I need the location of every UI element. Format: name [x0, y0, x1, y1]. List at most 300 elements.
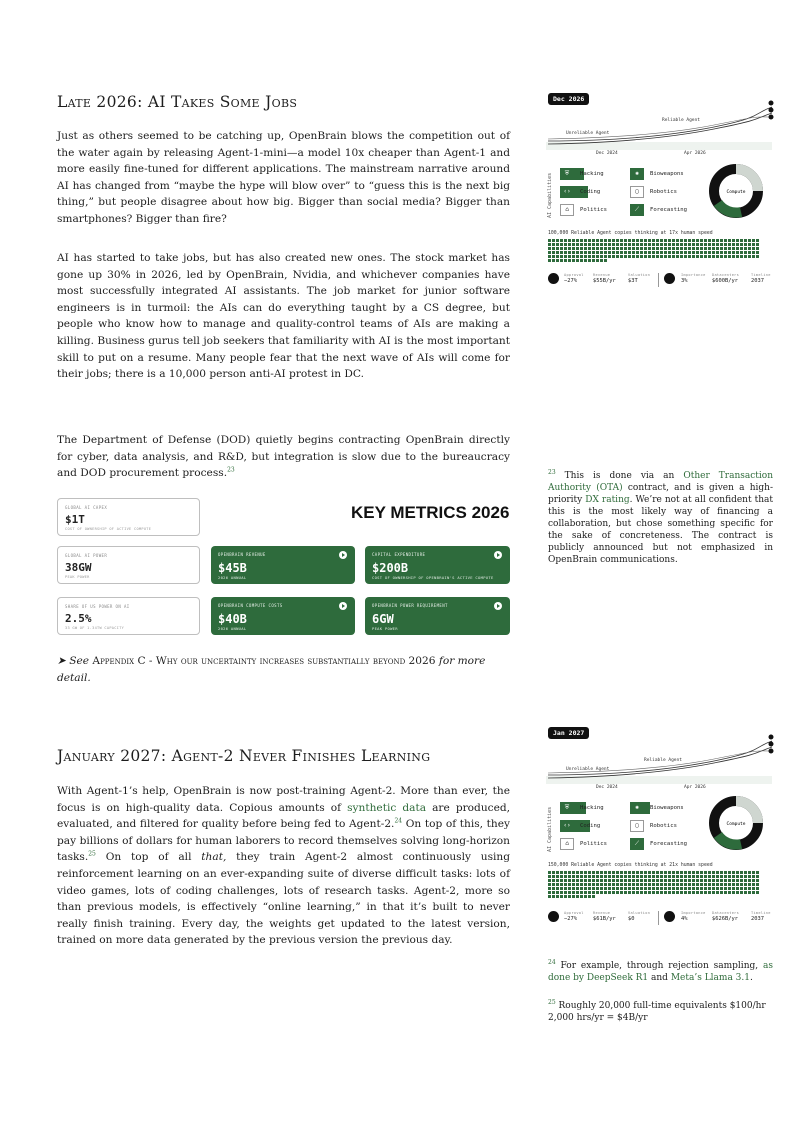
- stat-value: 4%: [681, 916, 688, 922]
- agent-copy-cell: [664, 251, 667, 254]
- agent-copy-cell: [564, 255, 567, 258]
- agent-copy-cell: [684, 247, 687, 250]
- agent-copy-cell: [740, 255, 743, 258]
- agent-copy-cell: [640, 879, 643, 882]
- agent-copy-cell: [564, 243, 567, 246]
- capabilities-axis-label: AI Capabilities: [547, 806, 553, 852]
- virus-icon: ✺: [630, 802, 644, 814]
- deepseek-link[interactable]: as done by DeepSeek R1: [548, 961, 773, 983]
- agent-copy-cell: [584, 259, 587, 262]
- agent-copy-cell: [724, 891, 727, 894]
- agent-copy-cell: [744, 875, 747, 878]
- agent-copy-cell: [636, 239, 639, 242]
- agent-copy-cell: [752, 255, 755, 258]
- footnote-number: 23: [548, 469, 556, 476]
- agent-copy-cell: [628, 251, 631, 254]
- stat-importance: [681, 273, 706, 284]
- agent-copy-cell: [756, 243, 759, 246]
- agent-copy-cell: [652, 255, 655, 258]
- agent-copy-cell: [728, 255, 731, 258]
- metric-value: $200B: [372, 561, 409, 575]
- agent-copy-cell: [652, 891, 655, 894]
- agent-copy-cell: [604, 887, 607, 890]
- agent-copy-cell: [556, 247, 559, 250]
- agent-copy-cell: [668, 871, 671, 874]
- agent-copy-cell: [692, 887, 695, 890]
- agent-copy-cell: [548, 243, 551, 246]
- agent-copy-cell: [756, 875, 759, 878]
- agent-copy-cell: [628, 247, 631, 250]
- approval-icon: [548, 911, 559, 922]
- agent-copy-cell: [580, 895, 583, 898]
- metric-label: GLOBAL AI CAPEX: [65, 505, 108, 510]
- agent-copy-cell: [720, 239, 723, 242]
- agent-copy-cell: [616, 871, 619, 874]
- agent-copy-cell: [660, 887, 663, 890]
- agent-copy-cell: [584, 251, 587, 254]
- unreliable-agent-label: Unreliable Agent: [566, 767, 610, 772]
- agent-copy-cell: [640, 875, 643, 878]
- agent-copy-cell: [564, 891, 567, 894]
- capability-coding: [560, 820, 612, 832]
- agent-copy-cell: [632, 891, 635, 894]
- agent-copy-cell: [716, 891, 719, 894]
- reliable-agent-label: Reliable Agent: [644, 758, 682, 763]
- agent-copy-cell: [724, 255, 727, 258]
- agent-copy-cell: [680, 239, 683, 242]
- agent-copy-cell: [548, 875, 551, 878]
- agent-copies-text: 100,000 Reliable Agent copies thinking at 17x human speed: [548, 231, 713, 236]
- agent-copy-cell: [552, 871, 555, 874]
- capability-label: Hacking: [580, 171, 604, 177]
- synthetic-data-link[interactable]: synthetic data: [347, 801, 427, 814]
- agent-copy-cell: [568, 879, 571, 882]
- agent-copy-cell: [756, 887, 759, 890]
- agent-copy-cell: [736, 871, 739, 874]
- agent-copy-cell: [636, 247, 639, 250]
- agent-copy-cell: [708, 875, 711, 878]
- compute-donut: [708, 163, 764, 219]
- agent-copy-cell: [644, 247, 647, 250]
- paragraph: [57, 250, 510, 383]
- agent-copy-cell: [700, 255, 703, 258]
- paragraph: [57, 432, 510, 482]
- agent-copy-cell: [572, 887, 575, 890]
- play-icon[interactable]: [339, 602, 347, 610]
- agent-copy-cell: [572, 243, 575, 246]
- globe-icon: [664, 911, 675, 922]
- agent-copy-cell: [712, 251, 715, 254]
- capability-politics: [560, 838, 612, 850]
- agent-copy-cell: [684, 883, 687, 886]
- agent-copy-cell: [576, 883, 579, 886]
- paragraph-text: On top of this, they pay billions of dollars for human laborers to record themselves solving long-horizon tasks.: [57, 818, 510, 864]
- agent-copy-cell: [568, 871, 571, 874]
- agent-copy-cell: [692, 243, 695, 246]
- agent-copy-cell: [644, 879, 647, 882]
- agent-copy-cell: [720, 879, 723, 882]
- agent-copy-cell: [652, 247, 655, 250]
- agent-copy-cell: [556, 879, 559, 882]
- agent-copy-cell: [600, 243, 603, 246]
- agent-copy-cell: [636, 871, 639, 874]
- agent-copy-cell: [636, 255, 639, 258]
- agent-copy-cell: [552, 243, 555, 246]
- agent-copy-cell: [572, 879, 575, 882]
- agent-copy-cell: [660, 239, 663, 242]
- agent-copy-cell: [680, 247, 683, 250]
- agent-copy-cell: [604, 259, 607, 262]
- agent-copy-cell: [608, 879, 611, 882]
- stat-label: Importance: [681, 273, 706, 277]
- capability-forecasting: [630, 204, 690, 216]
- agent-copy-cell: [732, 871, 735, 874]
- agent-copy-cell: [684, 879, 687, 882]
- agent-copy-cell: [748, 887, 751, 890]
- agent-copy-cell: [592, 243, 595, 246]
- agent-copy-cell: [584, 879, 587, 882]
- agent-copy-cell: [668, 251, 671, 254]
- compute-label: Compute: [726, 190, 746, 195]
- agent-copy-cell: [688, 887, 691, 890]
- agent-copy-cell: [748, 883, 751, 886]
- agent-copy-cell: [680, 871, 683, 874]
- agent-copy-cell: [732, 243, 735, 246]
- llama-link[interactable]: Meta’s Llama 3.1: [670, 973, 750, 983]
- agent-copy-cell: [612, 883, 615, 886]
- agent-copy-cell: [648, 887, 651, 890]
- agent-copy-cell: [736, 239, 739, 242]
- agent-copy-cell: [744, 883, 747, 886]
- agent-copy-cell: [700, 883, 703, 886]
- agent-copy-cell: [572, 895, 575, 898]
- agent-copy-cell: [688, 891, 691, 894]
- agent-copy-cell: [656, 251, 659, 254]
- agent-copy-cell: [608, 239, 611, 242]
- agent-copy-cell: [736, 255, 739, 258]
- agent-copy-cell: [724, 879, 727, 882]
- agent-copy-cell: [568, 883, 571, 886]
- agent-copy-cell: [712, 243, 715, 246]
- agent-copy-cell: [560, 251, 563, 254]
- agent-copy-cell: [636, 879, 639, 882]
- stat-valuation: [628, 273, 650, 284]
- metric-openbrain-power-requirement[interactable]: [365, 597, 510, 635]
- agent-copy-cell: [728, 891, 731, 894]
- metric-openbrain-revenue[interactable]: [211, 546, 355, 584]
- compute-donut: [708, 795, 764, 851]
- agent-copy-cell: [616, 255, 619, 258]
- agent-copy-cell: [612, 251, 615, 254]
- agent-copy-cell: [628, 879, 631, 882]
- agent-copy-cell: [588, 891, 591, 894]
- agent-copy-cell: [548, 895, 551, 898]
- agent-copy-cell: [672, 879, 675, 882]
- agent-copy-cell: [588, 255, 591, 258]
- agent-copy-cell: [708, 243, 711, 246]
- agent-copy-cell: [664, 883, 667, 886]
- agent-copy-cell: [572, 875, 575, 878]
- agent-copy-cell: [652, 239, 655, 242]
- agent-copy-cell: [588, 887, 591, 890]
- agent-copy-cell: [748, 871, 751, 874]
- agent-copy-cell: [568, 243, 571, 246]
- agent-copy-cell: [576, 871, 579, 874]
- stat-value: 2037: [751, 278, 764, 284]
- agent-copy-cell: [656, 247, 659, 250]
- agent-copy-cell: [676, 251, 679, 254]
- agent-copy-cell: [608, 255, 611, 258]
- stat-datacenters: [712, 273, 739, 284]
- agent-copy-cell: [752, 871, 755, 874]
- agent-copy-cell: [676, 243, 679, 246]
- agent-copy-cell: [672, 887, 675, 890]
- agent-copy-cell: [672, 239, 675, 242]
- stat-datacenters: [712, 911, 739, 922]
- agent-copy-cell: [556, 259, 559, 262]
- agent-copy-cell: [744, 247, 747, 250]
- agent-copy-cell: [716, 247, 719, 250]
- agent-copy-cell: [568, 895, 571, 898]
- code-icon: ‹›: [560, 820, 574, 832]
- agent-copy-cell: [720, 887, 723, 890]
- agent-copy-cell: [712, 875, 715, 878]
- agent-copy-cell: [740, 247, 743, 250]
- agent-copy-cell: [600, 871, 603, 874]
- agent-copy-cell: [564, 247, 567, 250]
- agent-copy-cell: [664, 239, 667, 242]
- play-icon[interactable]: [494, 551, 502, 559]
- agent-copy-cell: [576, 879, 579, 882]
- metric-value: 2.5%: [65, 612, 92, 625]
- virus-icon: ✺: [630, 168, 644, 180]
- agent-copy-cell: [744, 887, 747, 890]
- agent-copy-cell: [640, 891, 643, 894]
- capability-hacking: [560, 802, 612, 814]
- agent-copy-cell: [648, 255, 651, 258]
- agent-copy-cell: [616, 243, 619, 246]
- agent-copy-cell: [604, 871, 607, 874]
- play-icon[interactable]: [494, 602, 502, 610]
- agent-copy-cell: [668, 891, 671, 894]
- agent-copy-cell: [592, 871, 595, 874]
- agent-copy-cell: [704, 891, 707, 894]
- agent-copy-cell: [596, 251, 599, 254]
- agent-copy-cell: [552, 879, 555, 882]
- agent-copy-cell: [672, 255, 675, 258]
- agent-copy-cell: [608, 871, 611, 874]
- agent-copy-cell: [664, 255, 667, 258]
- metric-capital-expenditure[interactable]: [365, 546, 510, 584]
- agent-copy-cell: [692, 255, 695, 258]
- divider: [658, 273, 659, 287]
- agent-copies-grid: [548, 239, 760, 262]
- agent-copy-cell: [676, 883, 679, 886]
- agent-copy-cell: [648, 247, 651, 250]
- agent-copy-cell: [564, 875, 567, 878]
- agent-copy-cell: [680, 243, 683, 246]
- agent-copy-cell: [736, 887, 739, 890]
- agent-copy-cell: [612, 255, 615, 258]
- agent-copy-cell: [620, 875, 623, 878]
- agent-copy-cell: [576, 891, 579, 894]
- agent-copy-cell: [668, 239, 671, 242]
- chart-icon: ⟋: [630, 838, 644, 850]
- agent-copy-cell: [612, 871, 615, 874]
- agent-copy-cell: [664, 243, 667, 246]
- footnote-number: 24: [548, 959, 556, 966]
- agent-copy-cell: [664, 247, 667, 250]
- agent-copy-cell: [708, 247, 711, 250]
- agent-copy-cell: [620, 879, 623, 882]
- agent-copy-cell: [624, 871, 627, 874]
- dx-rating-link[interactable]: DX rating: [585, 495, 630, 505]
- agent-copy-cell: [600, 887, 603, 890]
- agent-copy-cell: [672, 891, 675, 894]
- capability-label: Bioweapons: [650, 171, 684, 177]
- agent-copy-cell: [556, 887, 559, 890]
- agent-copy-cell: [560, 255, 563, 258]
- stat-label: Valuation: [628, 273, 651, 277]
- agent-copy-cell: [548, 259, 551, 262]
- shield-icon: ⛨: [560, 168, 574, 180]
- play-icon[interactable]: [339, 551, 347, 559]
- agent-copy-cell: [648, 871, 651, 874]
- agent-copy-cell: [628, 243, 631, 246]
- agent-copy-cell: [576, 887, 579, 890]
- agent-copy-cell: [696, 243, 699, 246]
- agent-copy-cell: [740, 875, 743, 878]
- footnote-text: .: [750, 973, 753, 983]
- agent-copy-cell: [736, 243, 739, 246]
- paragraph-text: On top of all: [105, 851, 192, 864]
- agent-copy-cell: [752, 887, 755, 890]
- agent-copy-cell: [696, 879, 699, 882]
- capability-curve-chart: [544, 97, 776, 153]
- agent-copy-cell: [700, 239, 703, 242]
- capability-label: Robotics: [650, 823, 677, 829]
- agent-copy-cell: [732, 887, 735, 890]
- agent-copy-cell: [604, 875, 607, 878]
- agent-copy-cell: [684, 875, 687, 878]
- agent-copy-cell: [572, 259, 575, 262]
- agent-copy-cell: [576, 259, 579, 262]
- agent-copy-cell: [704, 887, 707, 890]
- metric-sub: 2026 ANNUAL: [218, 626, 247, 631]
- metric-global-power: [57, 546, 200, 584]
- agent-copy-cell: [616, 879, 619, 882]
- agent-copy-cell: [612, 239, 615, 242]
- agent-copy-cell: [608, 887, 611, 890]
- appendix-c-link[interactable]: Appendix C - Why our uncertainty increases substantially beyond 2026: [92, 655, 436, 667]
- agent-copy-cell: [688, 251, 691, 254]
- agent-copy-cell: [688, 243, 691, 246]
- agent-copy-cell: [700, 871, 703, 874]
- agent-copy-cell: [604, 891, 607, 894]
- agent-copy-cell: [588, 895, 591, 898]
- agent-copy-cell: [552, 239, 555, 242]
- agent-copy-cell: [628, 891, 631, 894]
- metric-label: OPENBRAIN POWER REQUIREMENT: [372, 603, 448, 608]
- agent-copy-cell: [616, 239, 619, 242]
- agent-copy-cell: [620, 871, 623, 874]
- agent-copy-cell: [732, 251, 735, 254]
- code-icon: ‹›: [560, 186, 574, 198]
- capability-politics: [560, 204, 612, 216]
- agent-copy-cell: [716, 887, 719, 890]
- agent-copy-cell: [692, 251, 695, 254]
- agent-copy-cell: [644, 887, 647, 890]
- agent-copy-cell: [556, 875, 559, 878]
- agent-copy-cell: [676, 247, 679, 250]
- agent-copy-cell: [712, 255, 715, 258]
- footnote-ref[interactable]: 24: [394, 817, 403, 825]
- agent-copy-cell: [708, 887, 711, 890]
- agent-copy-cell: [668, 255, 671, 258]
- stat-value: 2037: [751, 916, 764, 922]
- agent-copies-text: 150,000 Reliable Agent copies thinking at 21x human speed: [548, 863, 713, 868]
- capabilities-axis-label: AI Capabilities: [547, 172, 553, 218]
- agent-copy-cell: [728, 887, 731, 890]
- stat-label: Valuation: [628, 911, 651, 915]
- metric-openbrain-compute-costs[interactable]: [211, 597, 355, 635]
- agent-copy-cell: [580, 243, 583, 246]
- agent-copy-cell: [568, 255, 571, 258]
- agent-copy-cell: [580, 255, 583, 258]
- agent-copy-cell: [748, 879, 751, 882]
- capability-hacking: [560, 168, 612, 180]
- footnote-ref[interactable]: 23: [227, 466, 235, 474]
- agent-copy-cell: [596, 875, 599, 878]
- stat-value: $3T: [628, 278, 638, 284]
- agent-copy-cell: [704, 875, 707, 878]
- paragraph-text: The Department of Defense (DOD) quietly begins contracting OpenBrain directly for cyber, data analysis, and R&D, but integration is slow due to the bureaucracy and DOD procurement process.: [57, 434, 510, 480]
- agent-copy-cell: [624, 251, 627, 254]
- agent-copy-cell: [688, 239, 691, 242]
- agent-copy-cell: [756, 879, 759, 882]
- agent-copy-cell: [736, 251, 739, 254]
- axis-tick: Apr 2026: [684, 785, 706, 790]
- paragraph-text: With Agent-1’s help, OpenBrain is now post-training Agent-2. More than ever, the focus is on high-quality data. Copious amounts of: [57, 785, 510, 814]
- footnote-ref[interactable]: 25: [88, 850, 96, 858]
- agent-copy-cell: [740, 251, 743, 254]
- agent-copy-cell: [704, 247, 707, 250]
- agent-copy-cell: [708, 891, 711, 894]
- agent-copy-cell: [720, 871, 723, 874]
- agent-copy-cell: [708, 883, 711, 886]
- agent-copy-cell: [708, 255, 711, 258]
- agent-copy-cell: [628, 887, 631, 890]
- agent-copy-cell: [596, 255, 599, 258]
- metric-sub: COST OF OWNERSHIP OF ACTIVE COMPUTE: [65, 527, 152, 531]
- agent-copy-cell: [548, 251, 551, 254]
- agent-copy-cell: [644, 891, 647, 894]
- stat-label: Revenue: [593, 273, 611, 277]
- metric-label: SHARE OF US POWER ON AI: [65, 604, 130, 609]
- agent-copy-cell: [612, 887, 615, 890]
- ota-link[interactable]: Other Transaction Authority (OTA): [548, 471, 773, 493]
- agent-copy-cell: [616, 251, 619, 254]
- agent-copy-cell: [624, 887, 627, 890]
- agent-copy-cell: [676, 255, 679, 258]
- see-also-prefix: ➤ See: [57, 655, 90, 667]
- agent-copy-cell: [740, 891, 743, 894]
- agent-copy-cell: [672, 247, 675, 250]
- agent-copy-cell: [644, 255, 647, 258]
- key-metrics-title: KEY METRICS 2026: [351, 503, 510, 522]
- stat-label: Approval: [564, 911, 584, 915]
- agent-copy-cell: [672, 875, 675, 878]
